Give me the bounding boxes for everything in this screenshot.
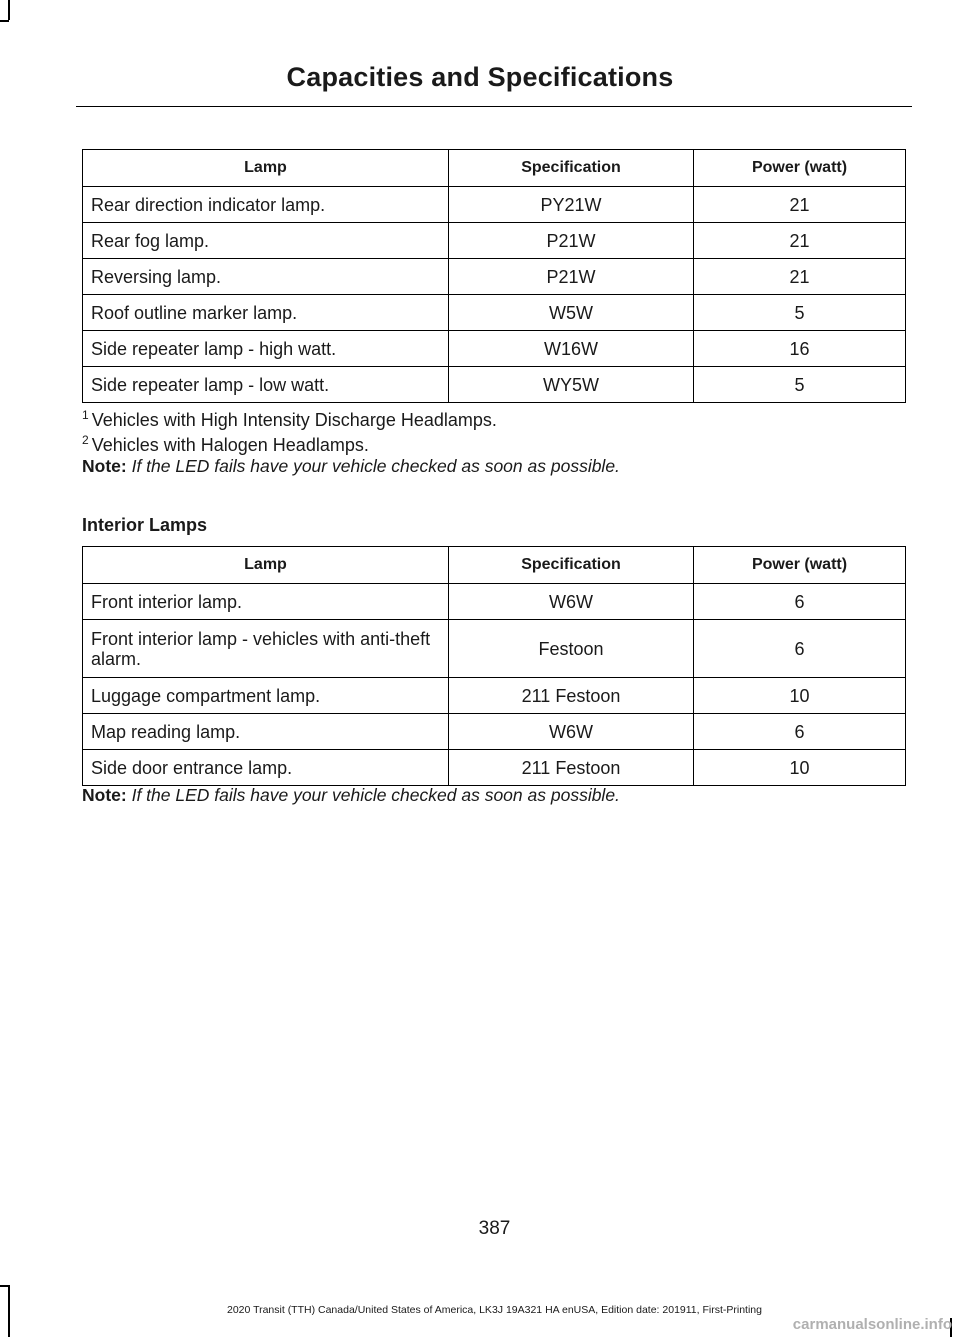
table-header-row	[83, 547, 906, 584]
lamp-cell: Luggage compartment lamp.	[83, 678, 449, 714]
table-row	[83, 223, 906, 259]
table-row	[83, 678, 906, 714]
lamp-cell: Map reading lamp.	[83, 714, 449, 750]
lamp-cell: Roof outline marker lamp.	[83, 295, 449, 331]
lamp-cell: Rear direction indicator lamp.	[83, 187, 449, 223]
specification-cell: P21W	[449, 223, 694, 259]
power-cell: 5	[694, 295, 906, 331]
exterior-lamps-table	[82, 149, 906, 403]
table-row	[83, 367, 906, 403]
footnote	[82, 408, 497, 431]
power-cell: 6	[694, 584, 906, 620]
specification-cell: 211 Festoon	[449, 678, 694, 714]
power-cell: 21	[694, 223, 906, 259]
footnote-mark: 1	[82, 408, 89, 422]
crop-mark	[8, 0, 10, 20]
power-cell: 5	[694, 367, 906, 403]
table-header-row	[83, 150, 906, 187]
table-row	[83, 584, 906, 620]
specification-cell: W6W	[449, 714, 694, 750]
lamp-cell: Side repeater lamp - high watt.	[83, 331, 449, 367]
column-header-specification: Specification	[449, 547, 694, 584]
footnote	[82, 433, 369, 456]
crop-mark	[0, 1285, 9, 1287]
specification-cell: W6W	[449, 584, 694, 620]
lamp-cell: Front interior lamp - vehicles with anti-theft alarm.	[83, 620, 449, 678]
specification-cell: W16W	[449, 331, 694, 367]
footnote-text: Vehicles with High Intensity Discharge Headlamps.	[91, 410, 497, 430]
specification-cell: Festoon	[449, 620, 694, 678]
column-header-lamp: Lamp	[83, 150, 449, 187]
lamp-cell: Reversing lamp.	[83, 259, 449, 295]
footer-text: 2020 Transit (TTH) Canada/United States of America, LK3J 19A321 HA enUSA, Edition date: 201911, First-Printing	[226, 1304, 762, 1316]
table-row	[83, 187, 906, 223]
section-heading: Interior Lamps	[82, 515, 208, 535]
column-header-power: Power (watt)	[694, 150, 906, 187]
interior-lamps-table	[82, 546, 906, 786]
lamp-cell: Front interior lamp.	[83, 584, 449, 620]
specification-cell: P21W	[449, 259, 694, 295]
power-cell: 6	[694, 714, 906, 750]
power-cell: 21	[694, 187, 906, 223]
crop-mark	[0, 20, 9, 22]
title-divider	[76, 106, 912, 107]
table-row	[83, 295, 906, 331]
note-text: If the LED fails have your vehicle checked as soon as possible.	[131, 456, 620, 476]
footnote-mark: 2	[82, 433, 89, 447]
lamp-cell: Side door entrance lamp.	[83, 750, 449, 786]
power-cell: 10	[694, 678, 906, 714]
note	[82, 785, 620, 806]
column-header-lamp: Lamp	[83, 547, 449, 584]
table-row	[83, 259, 906, 295]
lamp-cell: Side repeater lamp - low watt.	[83, 367, 449, 403]
note-text: If the LED fails have your vehicle checked as soon as possible.	[131, 785, 620, 805]
column-header-specification: Specification	[449, 150, 694, 187]
power-cell: 6	[694, 620, 906, 678]
power-cell: 16	[694, 331, 906, 367]
watermark: carmanualsonline.info	[792, 1316, 952, 1333]
lamp-cell: Rear fog lamp.	[83, 223, 449, 259]
power-cell: 10	[694, 750, 906, 786]
table-row	[83, 331, 906, 367]
table-row	[83, 750, 906, 786]
page-title: Capacities and Specifications	[286, 62, 674, 92]
footnote-text: Vehicles with Halogen Headlamps.	[91, 435, 369, 455]
note	[82, 456, 620, 477]
table-row	[83, 714, 906, 750]
column-header-power: Power (watt)	[694, 547, 906, 584]
specification-cell: PY21W	[449, 187, 694, 223]
specification-cell: 211 Festoon	[449, 750, 694, 786]
power-cell: 21	[694, 259, 906, 295]
specification-cell: W5W	[449, 295, 694, 331]
note-label: Note:	[82, 785, 127, 805]
page-number: 387	[478, 1218, 511, 1239]
note-label: Note:	[82, 456, 127, 476]
specification-cell: WY5W	[449, 367, 694, 403]
table-row	[83, 620, 906, 678]
